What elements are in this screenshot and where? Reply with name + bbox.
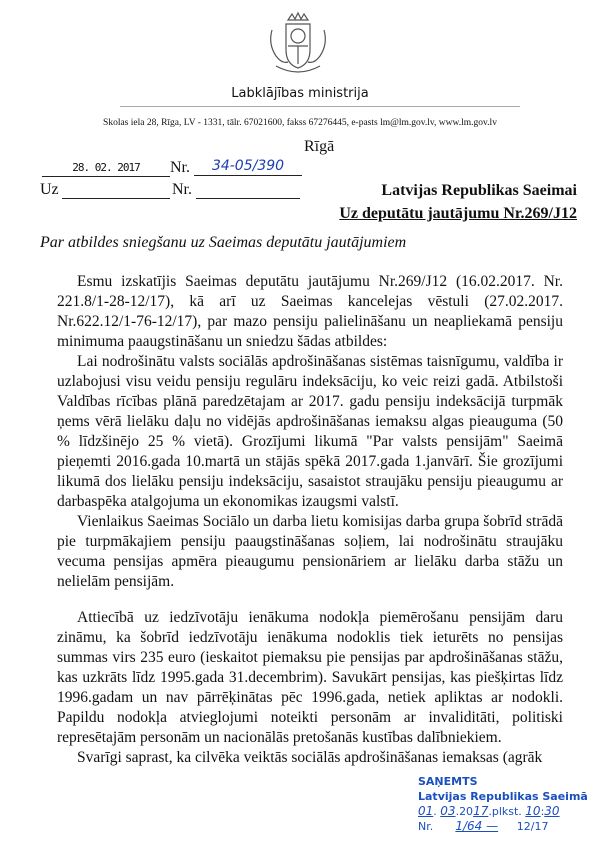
stamp-year: 17 <box>473 804 489 818</box>
stamp-title: SAŅEMTS <box>418 775 478 788</box>
nr-label: Nr. <box>170 159 190 176</box>
letterhead-divider <box>120 106 520 107</box>
letter-date: 28. 02. 2017 <box>42 160 170 177</box>
paragraph: Vienlaikus Saeimas Sociālo un darba lietu komisijas darba grupa šobrīd strādā pie turpmākajiem pensiju paaugstināšanas soļiem, lai nodrošinātu straujāku vecuma pensijas apmēra pieaugumu pensionāriem ar lielāku darba stāžu un nelielām pensijām. <box>57 513 563 590</box>
nr-blank <box>196 182 300 199</box>
letter-content <box>57 272 588 844</box>
paragraph: Esmu izskatījis Saeimas deputātu jautājumu Nr.269/J12 (16.02.2017. Nr. 221.8/1-28-12/17), kā arī uz Saeimas kancelejas vēstuli (27.02.2017. Nr.622.12/1-76-12/17), par mazo pensiju palielināšanu un neapliekamā pensiju minimuma paaugstināšanu un sniedzu šādas atbildes: <box>57 273 563 350</box>
nr-label-2: Nr. <box>172 181 192 198</box>
stamp-nr: 1/64 — <box>455 819 499 833</box>
stamp-hour: 10 <box>525 804 541 818</box>
uz-blank <box>62 182 170 199</box>
stamp-day: 01 <box>418 804 434 818</box>
stamp-suffix: 12/17 <box>516 820 549 833</box>
stamp-minute: 30 <box>544 804 560 818</box>
recipient: Latvijas Republikas Saeimai <box>381 182 577 199</box>
place: Rīgā <box>304 138 335 155</box>
stamp-number <box>418 819 563 834</box>
paragraph: Attiecībā uz iedzīvotāju ienākuma nodokļa piemērošanu pensijām daru zināmu, ka šobrīd iedzīvotāju ienākuma nodoklis tiek ieturēts no pensijas summas virs 235 euro (ieskaitot piemaksu pie pensijas par apdrošināšanas stāžu, kas uzkrāts līdz 1995.gada 31.decembrim). Savukārt pensijas, kas piešķirtas līdz 1996.gadam un nav pārrēķinātas pēc 1996.gada, netiek apliktas ar nodokli. Papildu nodokļa atvieglojumi noteikti personām ar invaliditāti, politiski represētajām personām un nacionālās pretošanās kustības dalībniekiem. <box>57 609 563 746</box>
reference: Uz deputātu jautājumu Nr.269/J12 <box>339 205 577 222</box>
stamp-org: Latvijas Republikas Saeimā <box>418 790 588 803</box>
uz-label: Uz <box>40 181 59 198</box>
coat-of-arms-logo <box>262 10 334 82</box>
stamp-time-label: plkst. <box>491 805 522 818</box>
stamp-month: 03 <box>440 804 456 818</box>
ministry-name: Labklājības ministrija <box>231 86 369 101</box>
paragraph: Svarīgi saprast, ka cilvēka veiktās sociālās apdrošināšanas iemaksas (agrāk <box>77 749 543 766</box>
subject: Par atbildes sniegšanu uz Saeimas deputātu jautājumiem <box>40 234 407 251</box>
ministry-address: Skolas iela 28, Rīga, LV - 1331, tālr. 67021600, fakss 67276445, e-pasts lm@lm.gov.lv, www.lm.gov.lv <box>103 118 497 128</box>
stamp-datetime: 01. 03.2017.plkst. 10:30 <box>418 804 560 818</box>
letter-body <box>57 272 563 768</box>
paragraph: Lai nodrošinātu valsts sociālās apdrošināšanas sistēmas taisnīgumu, valdība ir uzlabojusi visu veidu pensiju regulāru indeksāciju, ko veic reizi gadā. Atbilstoši Valdības rīcības plānā paredzētajam ar 2017. gadu pensiju indeksācijā turpmāk ņems vērā lielāku daļu no vidējās apdrošināšanas iemaksu algas pieauguma (50 % līdzšinējo 25 % vietā). Grozījumi likumā "Par valsts pensijām" Saeimā pieņemti 2016.gada 10.martā un stājās spēkā 2017.gada 1.janvārī. Šie grozījumi likumā dos lielāku pensiju indeksāciju, sasaistot straujāku pensiju pieaugumu ar darbaspēka atalgojuma un ekonomikas izaugsmi valstī. <box>57 353 563 510</box>
stamp-nr-label: Nr. <box>418 820 434 833</box>
stamp-year-prefix: 20 <box>459 805 474 818</box>
received-stamp <box>418 774 588 834</box>
letter-number: 34-05/390 <box>194 158 302 176</box>
